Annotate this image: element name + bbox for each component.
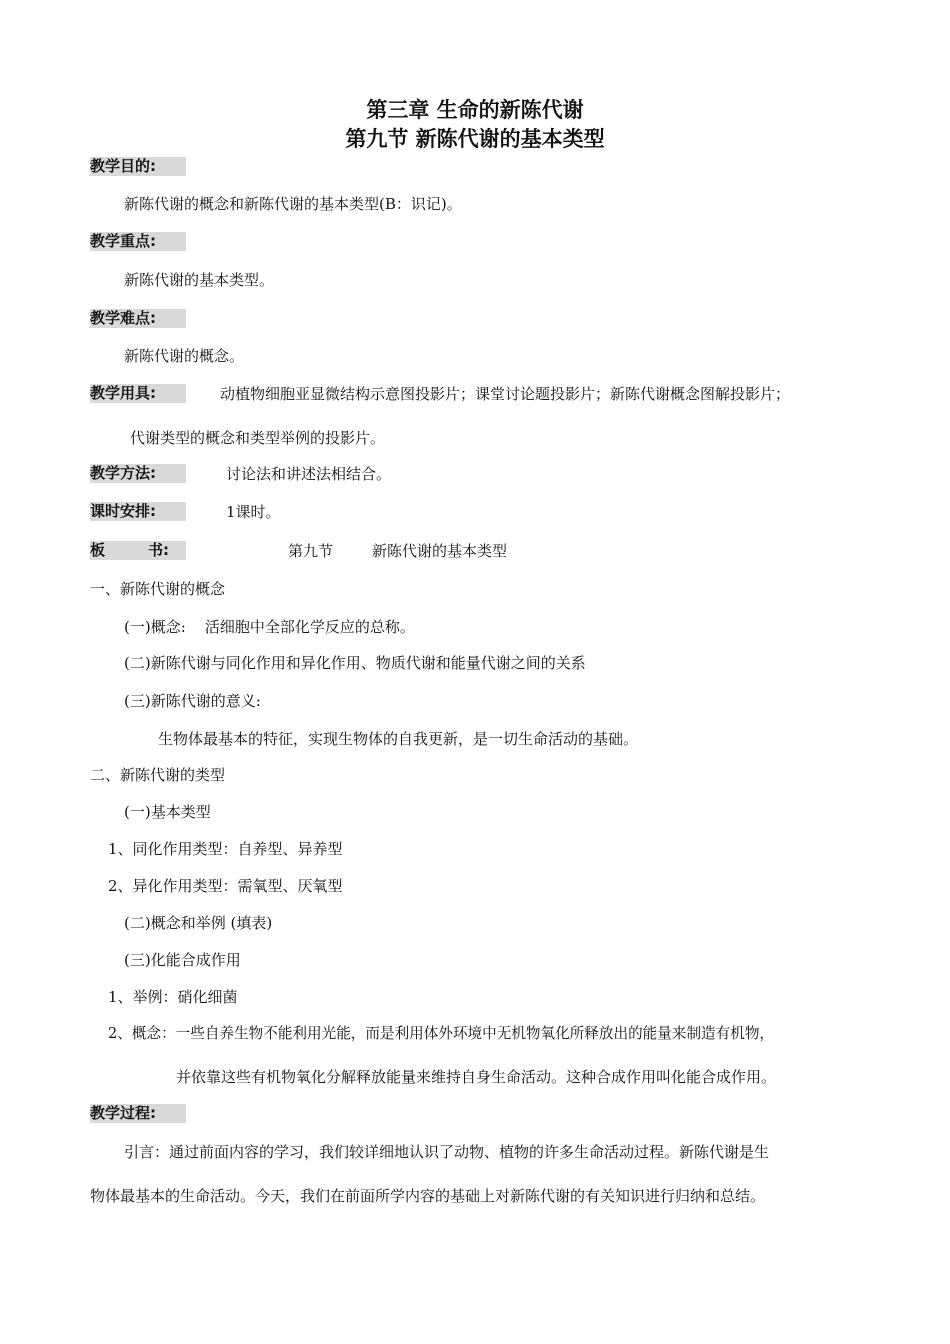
board-label-a: 板 [90, 541, 106, 559]
difficulties-text: 新陈代谢的概念。 [124, 347, 245, 365]
board-label-b: 书: [148, 541, 169, 559]
key-points-label: 教学重点: [90, 232, 186, 251]
difficulties-label: 教学难点: [90, 309, 186, 328]
tools-text-line2: 代谢类型的概念和类型举例的投影片。 [130, 429, 386, 447]
schedule-label: 课时安排: [90, 502, 186, 521]
key-points-text: 新陈代谢的基本类型。 [124, 271, 275, 289]
process-intro-line2: 物体最基本的生命活动。今天，我们在前面所学内容的基础上对新陈代谢的有关知识进行归纳和总结。 [90, 1187, 766, 1205]
board-line: 2、概念：一些自养生物不能利用光能，而是利用体外环境中无机物氧化所释放出的能量来制造有机物， [108, 1025, 775, 1042]
process-intro-line1: 引言：通过前面内容的学习，我们较详细地认识了动物、植物的许多生命活动过程。新陈代谢是生 [124, 1143, 770, 1161]
board-line: 二、新陈代谢的类型 [90, 766, 226, 784]
board-line: (三)新陈代谢的意义: [124, 692, 261, 710]
methods-label: 教学方法: [90, 464, 186, 483]
board-line: 一、新陈代谢的概念 [90, 580, 226, 598]
board-line: 1、同化作用类型：自养型、异养型 [108, 840, 343, 858]
board-section-no: 第九节 [288, 542, 334, 560]
methods-text: 讨论法和讲述法相结合。 [226, 465, 392, 483]
objectives-text: 新陈代谢的概念和新陈代谢的基本类型(B：识记)。 [124, 195, 462, 213]
process-label: 教学过程: [90, 1104, 186, 1123]
board-line: (一)概念: 活细胞中全部化学反应的总称。 [124, 618, 415, 636]
tools-label: 教学用具: [90, 384, 186, 403]
objectives-label: 教学目的: [90, 157, 186, 176]
board-line: (一)基本类型 [124, 803, 211, 821]
tools-text-line1: 动植物细胞亚显微结构示意图投影片；课堂讨论题投影片；新陈代谢概念图解投影片； [220, 385, 791, 403]
board-line: (三)化能合成作用 [124, 951, 241, 969]
schedule-text: 1课时。 [226, 503, 281, 521]
board-line: (二)新陈代谢与同化作用和异化作用、物质代谢和能量代谢之间的关系 [124, 654, 586, 672]
board-section-title: 新陈代谢的基本类型 [372, 542, 508, 560]
board-line: 生物体最基本的特征，实现生物体的自我更新，是一切生命活动的基础。 [158, 730, 639, 748]
board-line: 并依靠这些有机物氧化分解释放能量来维持自身生命活动。这种合成作用叫化能合成作用。 [176, 1068, 777, 1086]
board-line: (二)概念和举例 (填表) [124, 914, 273, 932]
board-line: 2、异化作用类型：需氧型、厌氧型 [108, 877, 343, 895]
board-line: 1、举例：硝化细菌 [108, 988, 238, 1006]
chapter-title: 第三章 生命的新陈代谢 [366, 98, 584, 122]
section-title: 第九节 新陈代谢的基本类型 [345, 127, 605, 151]
board-label [90, 541, 186, 560]
